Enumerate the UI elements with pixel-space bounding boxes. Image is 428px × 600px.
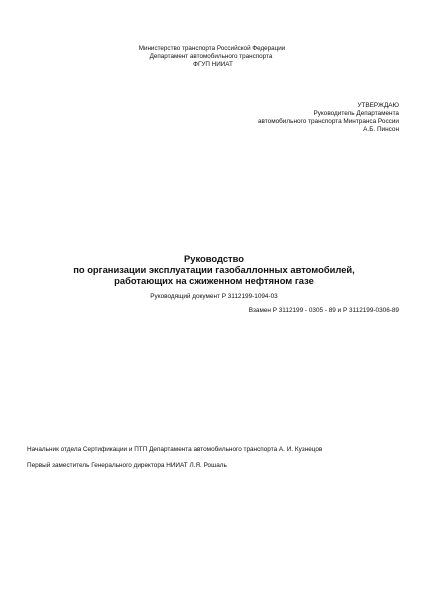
header-institute: ФГУП НИИАТ bbox=[193, 61, 233, 68]
signatory-1: Начальник отдела Сертификации и ПТП Департамента автомобильного транспорта А. И. Кузнецов bbox=[27, 446, 323, 453]
title-line-2: по организации эксплуатации газобаллонных автомобилей, bbox=[73, 264, 355, 275]
document-designation: Руководящий документ Р 3112199-1094-03 bbox=[150, 293, 278, 300]
approval-signer: А.Б. Пинсон bbox=[363, 126, 399, 133]
header-ministry: Министерство транспорта Российской Федерации bbox=[138, 45, 286, 52]
approval-organization: автомобильного транспорта Минтранса России bbox=[257, 118, 399, 125]
approval-position: Руководитель Департамента bbox=[313, 110, 399, 117]
title-line-1: Руководство bbox=[183, 253, 245, 264]
approval-heading: УТВЕРЖДАЮ bbox=[357, 102, 399, 109]
signatory-2: Первый заместитель Генерального директора НИИАТ Л.Я. Рошаль bbox=[27, 462, 227, 469]
header-department: Департамент автомобильного транспорта bbox=[149, 53, 273, 60]
title-line-3: работающих на сжиженном нефтяном газе bbox=[114, 275, 314, 286]
replaces-note: Взамен Р 3112199 - 0305 - 89 и Р 3112199-0306-89 bbox=[248, 307, 399, 314]
